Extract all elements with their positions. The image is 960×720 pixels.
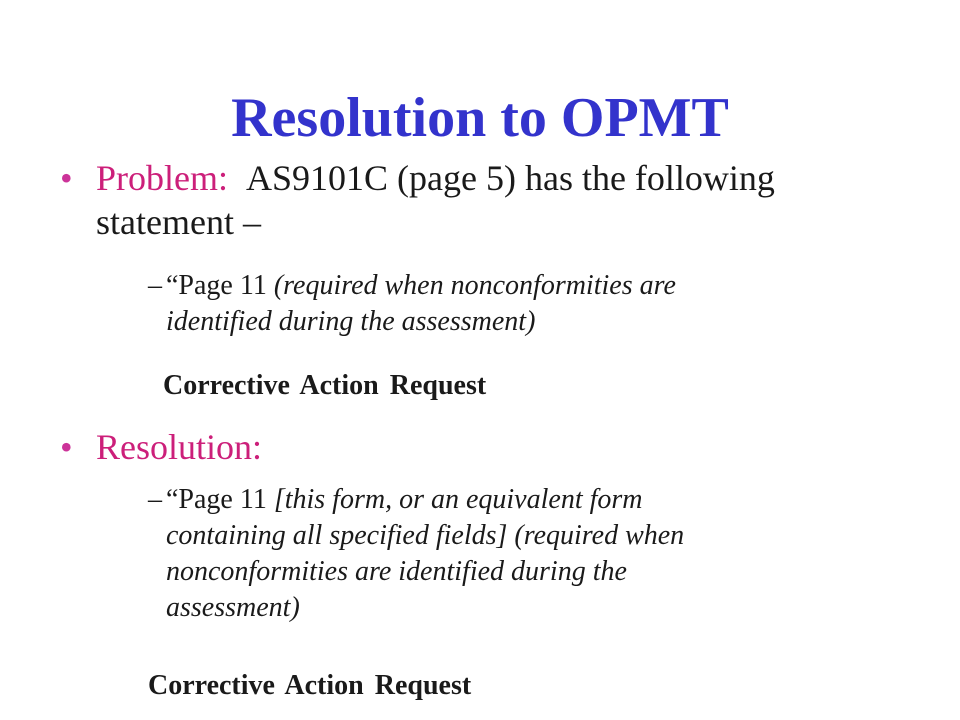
problem-form-title: Corrective Action Request (163, 370, 487, 401)
resolution-italic-3: nonconformities are identified during the (166, 556, 627, 587)
problem-text-1: AS9101C (page 5) has the following (246, 158, 775, 198)
problem-quote-italic-1: (required when nonconformities are (273, 270, 676, 301)
resolution-quote-open: “Page 11 (166, 484, 267, 515)
resolution-form-title: Corrective Action Request (148, 670, 472, 701)
resolution-label: Resolution: (96, 427, 263, 467)
problem-label: Problem: (96, 158, 228, 198)
resolution-italic-1: [this form, or an equivalent form (273, 484, 643, 515)
slide-title: Resolution to OPMT (231, 87, 729, 149)
problem-line-1 (96, 156, 775, 200)
dash-marker: – (148, 270, 162, 301)
resolution-quote-line-1 (166, 482, 643, 518)
problem-quote-open: “Page 11 (166, 270, 267, 301)
bullet-dot: • (60, 427, 73, 467)
problem-quote-italic-2: identified during the assessment) (166, 306, 536, 337)
problem-text-2: statement – (96, 202, 261, 242)
dash-marker: – (148, 484, 162, 515)
bullet-dot: • (60, 158, 73, 198)
resolution-italic-2: containing all specified fields] (required when (166, 520, 685, 551)
resolution-italic-4: assessment) (166, 592, 300, 623)
problem-quote-line-1 (166, 268, 676, 304)
